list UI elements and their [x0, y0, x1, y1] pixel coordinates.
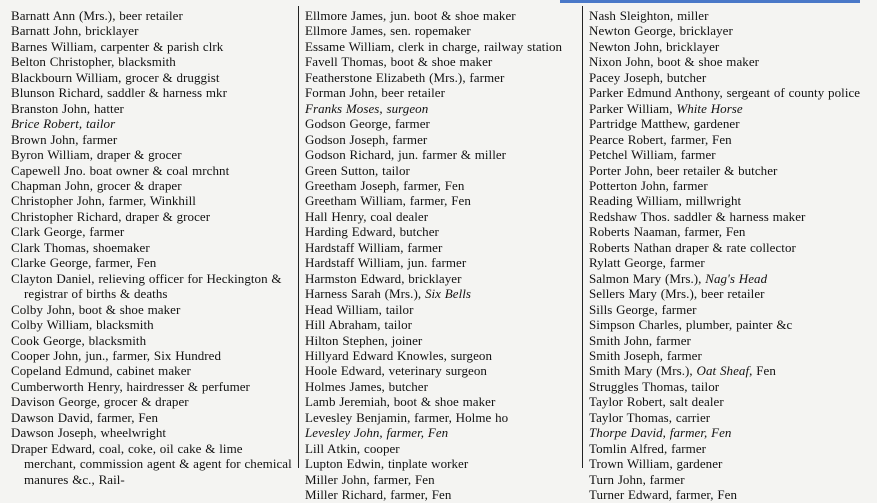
entry-text: Newton George, bricklayer	[589, 23, 733, 39]
directory-entry	[11, 425, 293, 440]
entry-text: Miller John, farmer, Fen	[305, 471, 435, 487]
entry-text: Taylor Robert, salt dealer	[589, 394, 724, 410]
entry-text: Smith John, farmer	[589, 332, 691, 348]
entry-text: Levesley Benjamin, farmer, Holme ho	[305, 409, 509, 425]
entry-text: Turner Edward, farmer, Fen	[589, 487, 738, 503]
directory-entry	[589, 132, 872, 147]
entry-text: Reading William, millwright	[589, 193, 742, 209]
entry-text: Sills George, farmer	[589, 301, 697, 317]
entry-text: Harness Sarah (Mrs.),	[305, 286, 422, 302]
directory-entry	[589, 317, 872, 332]
entry-text: Lupton Edwin, tinplate worker	[305, 456, 469, 472]
entry-text: Thorpe David, farmer, Fen	[589, 425, 732, 441]
entry-text: Hall Henry, coal dealer	[305, 208, 429, 224]
entry-text: Turn John, farmer	[589, 471, 685, 487]
directory-entry	[305, 116, 577, 131]
entry-text: Tomlin Alfred, farmer	[589, 440, 707, 456]
directory-entry	[11, 178, 293, 193]
entry-text: Hill Abraham, tailor	[305, 317, 413, 333]
directory-entry	[305, 147, 577, 162]
entry-text: Cooper John, jun., farmer, Six Hundred	[11, 347, 222, 363]
entry-text: Christopher Richard, draper & grocer	[11, 208, 211, 224]
directory-column-3	[589, 8, 872, 503]
entry-inn-name: Nag's Head	[701, 270, 768, 286]
entry-text: Featherstone Elizabeth (Mrs.), farmer	[305, 69, 505, 85]
entry-text: Franks Moses, surgeon	[305, 100, 429, 116]
entry-text: Favell Thomas, boot & shoe maker	[305, 54, 493, 70]
entry-text: Levesley John, farmer, Fen	[305, 425, 449, 441]
entry-text: Roberts Naaman, farmer, Fen	[589, 224, 746, 240]
entry-text: Blunson Richard, saddler & harness mkr	[11, 85, 227, 101]
entry-text: Parker Edmund Anthony, sergeant of county police	[589, 85, 861, 101]
directory-entry	[589, 487, 872, 502]
entry-text: Hillyard Edward Knowles, surgeon	[305, 347, 492, 363]
directory-entry	[589, 85, 872, 100]
directory-entry	[305, 23, 577, 38]
entry-text: Forman John, beer retailer	[305, 85, 445, 101]
directory-entry	[589, 410, 872, 425]
directory-entry	[305, 317, 577, 332]
entry-text: Clark George, farmer	[11, 224, 125, 240]
directory-entry	[305, 363, 577, 378]
entry-text: Roberts Nathan draper & rate collector	[589, 239, 796, 255]
entry-text: Holmes James, butcher	[305, 378, 428, 394]
directory-entry	[589, 8, 872, 23]
entry-text: Barnes William, carpenter & parish clrk	[11, 38, 224, 54]
entry-text: Parker William,	[589, 100, 673, 116]
directory-entry	[305, 456, 577, 471]
directory-entry	[305, 70, 577, 85]
directory-entry	[305, 193, 577, 208]
directory-entry	[11, 255, 293, 270]
entry-text: Colby William, blacksmith	[11, 317, 154, 333]
directory-entry	[589, 363, 872, 378]
directory-entry	[305, 472, 577, 487]
entry-text: Clark Thomas, shoemaker	[11, 239, 150, 255]
entry-text: Newton John, bricklayer	[589, 38, 720, 54]
entry-text: Salmon Mary (Mrs.),	[589, 270, 702, 286]
directory-entry	[11, 302, 293, 317]
directory-entry	[589, 23, 872, 38]
directory-entry	[11, 70, 293, 85]
entry-text: Brice Robert, tailor	[11, 116, 116, 132]
entry-text: Dawson Joseph, wheelwright	[11, 425, 167, 441]
directory-entry	[589, 54, 872, 69]
entry-text: Cumberworth Henry, hairdresser & perfumer	[11, 378, 250, 394]
directory-entry	[11, 132, 293, 147]
directory-entry	[305, 394, 577, 409]
entry-text: Petchel William, farmer	[589, 147, 716, 163]
directory-entry	[589, 425, 872, 440]
entry-text: Godson Richard, jun. farmer & miller	[305, 147, 507, 163]
entry-text: Lill Atkin, cooper	[305, 440, 400, 456]
entry-inn-name: White Horse	[672, 100, 743, 116]
directory-entry	[305, 85, 577, 100]
directory-entry	[305, 101, 577, 116]
directory-entry	[305, 163, 577, 178]
entry-inn-name: Six Bells	[421, 286, 472, 302]
entry-text: Chapman John, grocer & draper	[11, 177, 182, 193]
entry-text: Sellers Mary (Mrs.), beer retailer	[589, 286, 765, 302]
directory-entry	[305, 209, 577, 224]
entry-text: Ellmore James, jun. boot & shoe maker	[305, 8, 516, 23]
entry-text: Porter John, beer retailer & butcher	[589, 162, 778, 178]
directory-entry	[305, 441, 577, 456]
directory-entry	[11, 54, 293, 69]
directory-entry	[305, 487, 577, 502]
column-rule	[298, 6, 299, 468]
directory-entry	[589, 379, 872, 394]
entry-suffix: , Fen	[749, 363, 776, 379]
directory-entry	[589, 116, 872, 131]
entry-text: Pearce Robert, farmer, Fen	[589, 131, 732, 147]
entry-text: Davison George, grocer & draper	[11, 394, 189, 410]
entry-text: Godson Joseph, farmer	[305, 131, 428, 147]
directory-entry	[589, 441, 872, 456]
directory-entry	[11, 39, 293, 54]
directory-entry	[11, 441, 293, 487]
directory-entry	[305, 410, 577, 425]
directory-entry	[589, 39, 872, 54]
entry-text: Dawson David, farmer, Fen	[11, 409, 158, 425]
entry-text: Greetham Joseph, farmer, Fen	[305, 177, 465, 193]
entry-text: Simpson Charles, plumber, painter &c	[589, 317, 793, 333]
entry-text: Ellmore James, sen. ropemaker	[305, 23, 471, 39]
directory-entry	[589, 147, 872, 162]
entry-text: Copeland Edmund, cabinet maker	[11, 363, 191, 379]
directory-entry	[11, 209, 293, 224]
entry-text: Godson George, farmer	[305, 116, 430, 132]
directory-entry	[305, 39, 577, 54]
directory-entry	[11, 23, 293, 38]
directory-entry	[589, 333, 872, 348]
entry-text: Smith Joseph, farmer	[589, 347, 702, 363]
directory-entry	[589, 286, 872, 301]
directory-entry	[305, 240, 577, 255]
directory-entry	[305, 302, 577, 317]
directory-entry	[11, 85, 293, 100]
entry-text: Rylatt George, farmer	[589, 255, 705, 271]
entry-text: Lamb Jeremiah, boot & shoe maker	[305, 394, 496, 410]
directory-entry	[589, 70, 872, 85]
directory-entry	[11, 394, 293, 409]
directory-entry	[11, 224, 293, 239]
directory-entry	[11, 363, 293, 378]
directory-entry	[589, 255, 872, 270]
directory-entry	[305, 425, 577, 440]
directory-entry	[11, 193, 293, 208]
column-rule	[582, 6, 583, 468]
entry-text: Draper Edward, coal, coke, oil cake & lime merchant, commission agent & agent for chemical manures &c., Rail-	[11, 440, 292, 487]
entry-text: Miller Richard, farmer, Fen	[305, 487, 452, 503]
entry-text: Clayton Daniel, relieving officer for Heckington & registrar of births & deaths	[11, 270, 282, 302]
directory-entry	[305, 348, 577, 363]
directory-entry	[589, 271, 872, 286]
entry-text: Greetham William, farmer, Fen	[305, 193, 471, 209]
directory-entry	[305, 132, 577, 147]
entry-text: Belton Christopher, blacksmith	[11, 54, 176, 70]
directory-entry	[305, 255, 577, 270]
directory-entry	[305, 271, 577, 286]
directory-entry	[11, 147, 293, 162]
entry-text: Brown John, farmer	[11, 131, 118, 147]
directory-entry	[11, 333, 293, 348]
entry-text: Branston John, hatter	[11, 100, 124, 116]
entry-text: Byron William, draper & grocer	[11, 147, 182, 163]
directory-entry	[11, 240, 293, 255]
directory-entry	[305, 178, 577, 193]
directory-entry	[305, 379, 577, 394]
directory-entry	[589, 193, 872, 208]
entry-text: Hardstaff William, jun. farmer	[305, 255, 467, 271]
directory-entry	[589, 456, 872, 471]
directory-entry	[589, 163, 872, 178]
page-top-edge	[560, 0, 860, 3]
directory-entry	[589, 348, 872, 363]
entry-text: Head William, tailor	[305, 301, 414, 317]
directory-entry	[589, 224, 872, 239]
entry-text: Redshaw Thos. saddler & harness maker	[589, 208, 806, 224]
entry-text: Essame William, clerk in charge, railway station	[305, 38, 563, 54]
directory-entry	[11, 8, 293, 23]
entry-text: Trown William, gardener	[589, 456, 723, 472]
entry-text: Hoole Edward, veterinary surgeon	[305, 363, 487, 379]
entry-text: Nash Sleighton, miller	[589, 8, 709, 23]
directory-entry	[11, 348, 293, 363]
entry-text: Taylor Thomas, carrier	[589, 409, 711, 425]
directory-entry	[305, 8, 577, 23]
directory-entry	[305, 333, 577, 348]
directory-column-1	[11, 8, 293, 487]
directory-entry	[11, 317, 293, 332]
entry-text: Smith Mary (Mrs.),	[589, 363, 693, 379]
directory-entry	[589, 209, 872, 224]
entry-text: Barnatt Ann (Mrs.), beer retailer	[11, 8, 183, 23]
entry-text: Cook George, blacksmith	[11, 332, 147, 348]
entry-text: Partridge Matthew, gardener	[589, 116, 740, 132]
entry-text: Green Sutton, tailor	[305, 162, 410, 178]
directory-entry	[589, 178, 872, 193]
entry-text: Hardstaff William, farmer	[305, 239, 443, 255]
directory-entry	[305, 286, 577, 301]
entry-text: Struggles Thomas, tailor	[589, 378, 720, 394]
entry-text: Harding Edward, butcher	[305, 224, 439, 240]
entry-text: Nixon John, boot & shoe maker	[589, 54, 760, 70]
directory-entry	[11, 271, 293, 302]
entry-text: Christopher John, farmer, Winkhill	[11, 193, 196, 209]
entry-text: Clarke George, farmer, Fen	[11, 255, 157, 271]
entry-text: Colby John, boot & shoe maker	[11, 301, 181, 317]
entry-inn-name: Oat Sheaf	[692, 363, 750, 379]
directory-entry	[589, 394, 872, 409]
directory-entry	[305, 54, 577, 69]
directory-entry	[589, 240, 872, 255]
directory-entry	[11, 163, 293, 178]
directory-entry	[11, 101, 293, 116]
entry-text: Harmston Edward, bricklayer	[305, 270, 462, 286]
directory-entry	[11, 379, 293, 394]
directory-entry	[589, 101, 872, 116]
directory-entry	[589, 472, 872, 487]
directory-column-2	[305, 8, 577, 503]
entry-text: Potterton John, farmer	[589, 177, 708, 193]
entry-text: Pacey Joseph, butcher	[589, 69, 707, 85]
directory-entry	[305, 224, 577, 239]
directory-entry	[11, 410, 293, 425]
directory-entry	[589, 302, 872, 317]
entry-text: Blackbourn William, grocer & druggist	[11, 69, 220, 85]
entry-text: Capewell Jno. boat owner & coal mrchnt	[11, 162, 230, 178]
entry-text: Barnatt John, bricklayer	[11, 23, 139, 39]
directory-entry	[11, 116, 293, 131]
entry-text: Hilton Stephen, joiner	[305, 332, 423, 348]
